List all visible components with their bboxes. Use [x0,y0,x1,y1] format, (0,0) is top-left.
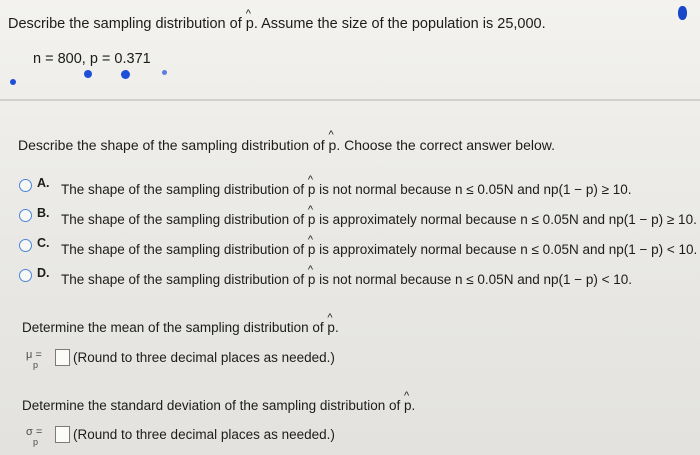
given-parameters: n = 800, p = 0.371 [33,51,151,67]
option-letter-a: A. [37,176,50,190]
radio-button-a[interactable] [19,179,32,192]
mean-answer-input[interactable] [55,349,70,366]
option-d-before: The shape of the sampling distribution of [61,272,308,287]
radio-button-c[interactable] [19,239,32,252]
p-hat-symbol: ^ p [329,137,337,153]
p-hat-symbol: ^ p [308,242,316,257]
option-letter-c: C. [37,236,50,250]
option-b-before: The shape of the sampling distribution of [61,212,308,227]
p-hat-symbol: ^ p [308,272,316,287]
p-hat-symbol: ^ p [308,212,316,227]
sd-rounding-hint: (Round to three decimal places as needed.) [73,427,335,442]
option-letter-d: D. [37,266,50,280]
loading-dot-icon [10,79,16,85]
mean-question-after: . [334,320,339,335]
question-text-after: . Assume the size of the population is 25,000. [253,16,546,32]
shape-question-after: . Choose the correct answer below. [336,137,555,153]
p-hat-symbol: ^ p [246,16,254,32]
question-text [8,16,546,32]
sigma-equals: = [35,426,43,438]
sd-question-before: Determine the standard deviation of the sampling distribution of [22,398,404,413]
p-hat-symbol: ^ p [308,182,316,197]
radio-button-b[interactable] [19,209,32,222]
loading-dot-icon [121,70,130,79]
p-hat-symbol: ^ p [404,398,412,413]
option-d-after: is not normal because n ≤ 0.05N and np(1 − p) < 10. [315,272,633,287]
mu-subscript: p [33,360,39,370]
option-c-after: is approximately normal because n ≤ 0.05N and np(1 − p) < 10. [315,242,698,257]
section-divider [0,99,700,101]
loading-dot-icon [162,70,167,75]
shape-question [18,137,555,153]
sd-question [22,398,415,413]
p-hat-symbol: ^ p [327,320,335,335]
option-c-before: The shape of the sampling distribution of [61,242,308,257]
mean-question-before: Determine the mean of the sampling distribution of [22,320,328,335]
shape-question-before: Describe the shape of the sampling distribution of [18,137,329,153]
option-a-after: is not normal because n ≤ 0.05N and np(1 − p) ≥ 10. [315,182,632,197]
sd-answer-input[interactable] [55,426,70,443]
mu-equals: = [35,349,42,361]
option-text-c[interactable] [61,242,697,257]
loading-dot-icon [84,70,92,78]
question-text-before: Describe the sampling distribution of [8,16,246,32]
radio-button-d[interactable] [19,269,32,282]
option-text-b[interactable] [61,212,697,227]
option-text-d[interactable] [61,272,632,287]
sigma-glyph: σ [26,426,33,438]
sd-question-after: . [411,398,416,413]
mean-rounding-hint: (Round to three decimal places as needed.) [73,350,335,365]
option-text-a[interactable] [61,182,632,197]
mean-question [22,320,339,335]
sigma-subscript: p [33,437,39,447]
option-letter-b: B. [37,206,50,220]
mu-glyph: μ [26,349,33,361]
option-a-before: The shape of the sampling distribution of [61,182,308,197]
option-b-after: is approximately normal because n ≤ 0.05N and np(1 − p) ≥ 10. [315,212,697,227]
loading-dot-icon [678,6,687,20]
